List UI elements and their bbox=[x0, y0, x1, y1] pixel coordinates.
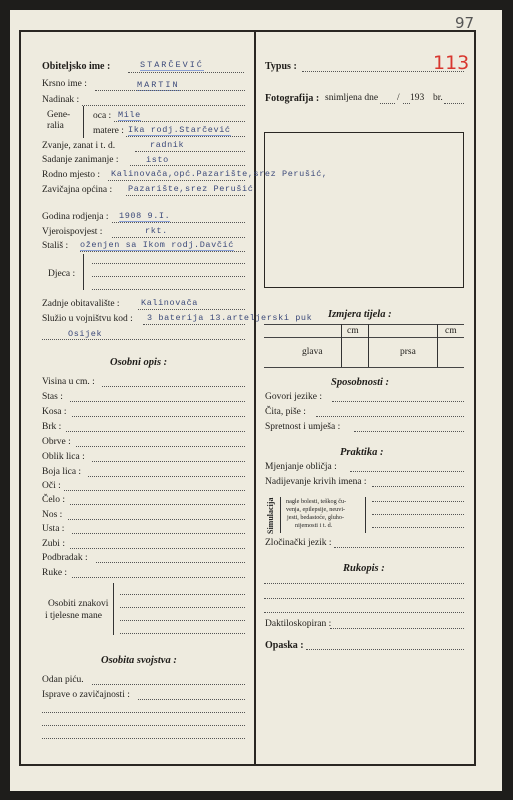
home-municipality-value: Pazarište,srez Perušić bbox=[128, 184, 254, 194]
hands-label: Ruke : bbox=[42, 568, 68, 578]
practice-title: Praktika : bbox=[340, 447, 384, 458]
nickname-label: Nadinak : bbox=[42, 95, 80, 105]
eyebrows-label: Obrve : bbox=[42, 437, 71, 447]
chin-label: Podbradak : bbox=[42, 553, 88, 563]
photo-taken-label: snimljena dne bbox=[325, 93, 379, 103]
face-change-label: Mjenjanje obličja : bbox=[265, 462, 337, 472]
military-service-value-2: Osijek bbox=[68, 329, 103, 339]
chest-label: prsa bbox=[400, 347, 416, 357]
current-occupation-value: isto bbox=[146, 155, 169, 165]
birthplace-value: Kalinovača,opć.Pazarište,srez Perušić, bbox=[111, 169, 328, 179]
simulation-text-2: venja, epilepsije, neuvi- bbox=[286, 506, 346, 513]
measure-col-1 bbox=[341, 324, 342, 367]
simulation-text-3: jesti, bedastoće, gluho- bbox=[287, 514, 345, 521]
father-label: oca : bbox=[93, 111, 112, 121]
special-marks-label-1: Osobiti znakovi bbox=[48, 599, 109, 609]
simulation-brace-right bbox=[365, 497, 366, 533]
notes-title: Opaska : bbox=[265, 640, 304, 651]
special-traits-title: Osobita svojstva : bbox=[101, 655, 177, 666]
criminal-language-label: Zločinački jezik : bbox=[265, 538, 332, 548]
face-shape-label: Oblik lica : bbox=[42, 452, 85, 462]
head-label: glava bbox=[302, 347, 323, 357]
height-label: Visina u cm. : bbox=[42, 377, 95, 387]
photo-number-label: br. bbox=[433, 93, 443, 103]
forehead-label: Čelo : bbox=[42, 495, 65, 505]
hair-label: Kosa : bbox=[42, 407, 67, 417]
marital-status-value: oženjen sa Ikom rodj.Davčić bbox=[80, 240, 234, 250]
eyes-label: Oči : bbox=[42, 481, 61, 491]
abilities-title: Sposobnosti : bbox=[331, 377, 390, 388]
skill-label: Spretnost i umješa : bbox=[265, 422, 341, 432]
children-brace bbox=[83, 254, 84, 290]
measure-col-3 bbox=[437, 324, 438, 367]
teeth-label: Zubi : bbox=[42, 539, 65, 549]
birth-year-label: Godina rodjenja : bbox=[42, 212, 109, 222]
fingerprinted-label: Daktiloskopiran : bbox=[265, 619, 332, 629]
cm-header-2: cm bbox=[445, 326, 457, 336]
occupation-value: radnik bbox=[150, 140, 185, 150]
measure-table-top bbox=[264, 324, 464, 325]
moustache-label: Brk : bbox=[42, 422, 62, 432]
military-service-value-1: 3 baterija 13.arteljerski puk bbox=[147, 313, 313, 323]
military-service-label: Služio u vojništvu kod : bbox=[42, 314, 133, 324]
body-measurements-title: Izmjera tijela : bbox=[328, 309, 392, 320]
false-names-label: Nadijevanje krivih imena : bbox=[265, 477, 367, 487]
page-number: 97 bbox=[455, 14, 475, 32]
photo-box bbox=[264, 132, 464, 288]
birthplace-label: Rodno mjesto : bbox=[42, 170, 101, 180]
birth-year-value: 1908 9.I. bbox=[119, 211, 171, 221]
measure-col-2 bbox=[368, 324, 369, 367]
residence-documents-label: Isprave o zavičajnosti : bbox=[42, 690, 130, 700]
nose-label: Nos : bbox=[42, 510, 63, 520]
reads-writes-label: Čita, piše : bbox=[265, 407, 306, 417]
religion-value: rkt. bbox=[145, 226, 168, 236]
personal-description-title: Osobni opis : bbox=[110, 357, 168, 368]
face-color-label: Boja lica : bbox=[42, 467, 82, 477]
handwriting-title: Rukopis : bbox=[343, 563, 385, 574]
occupation-label: Zvanje, zanat i t. d. bbox=[42, 141, 116, 151]
given-name-label: Krsno ime : bbox=[42, 79, 87, 89]
children-label: Djeca : bbox=[48, 269, 76, 279]
photo-year-label: 193 bbox=[410, 93, 425, 103]
measure-table-mid bbox=[264, 337, 464, 338]
last-residence-label: Zadnje obitavalište : bbox=[42, 299, 120, 309]
special-marks-label-2: i tjelesne mane bbox=[45, 611, 102, 621]
mouth-label: Usta : bbox=[42, 524, 65, 534]
given-name-value: MARTIN bbox=[137, 80, 180, 90]
last-residence-value: Kalinovača bbox=[141, 298, 199, 308]
surname-label: Obiteljsko ime : bbox=[42, 61, 111, 72]
generalia-label-1: Gene- bbox=[47, 110, 71, 120]
religion-label: Vjeroispovjest : bbox=[42, 227, 103, 237]
generalia-label-2: ralia bbox=[47, 121, 64, 131]
simulation-text-1: nagle bolesti, teškog ču- bbox=[286, 498, 347, 505]
special-marks-brace bbox=[113, 583, 114, 635]
marital-status-label: Stališ : bbox=[42, 241, 69, 251]
languages-label: Govori jezike : bbox=[265, 392, 322, 402]
simulation-text-4: nijemosti i t. d. bbox=[295, 522, 333, 529]
simulation-label: Simulacija bbox=[266, 497, 275, 534]
measure-table-bottom bbox=[264, 367, 464, 368]
photo-label: Fotografija : bbox=[265, 93, 320, 104]
photo-slash: / bbox=[397, 93, 400, 103]
type-label: Typus : bbox=[265, 61, 297, 72]
mother-label: matere : bbox=[93, 126, 124, 136]
build-label: Stas : bbox=[42, 392, 63, 402]
mother-value: Ika rodj.Starčević bbox=[128, 125, 231, 135]
simulation-brace-left bbox=[280, 497, 281, 533]
surname-value: STARČEVIĆ bbox=[140, 60, 204, 70]
current-occupation-label: Sadanje zanimanje : bbox=[42, 155, 119, 165]
father-value: Mile bbox=[118, 110, 141, 120]
record-number: 113 bbox=[433, 52, 470, 74]
generalia-brace bbox=[83, 106, 84, 138]
home-municipality-label: Zavičajna općina : bbox=[42, 185, 113, 195]
column-divider bbox=[254, 32, 256, 764]
cm-header-1: cm bbox=[347, 326, 359, 336]
drinker-label: Odan piću. bbox=[42, 675, 84, 685]
